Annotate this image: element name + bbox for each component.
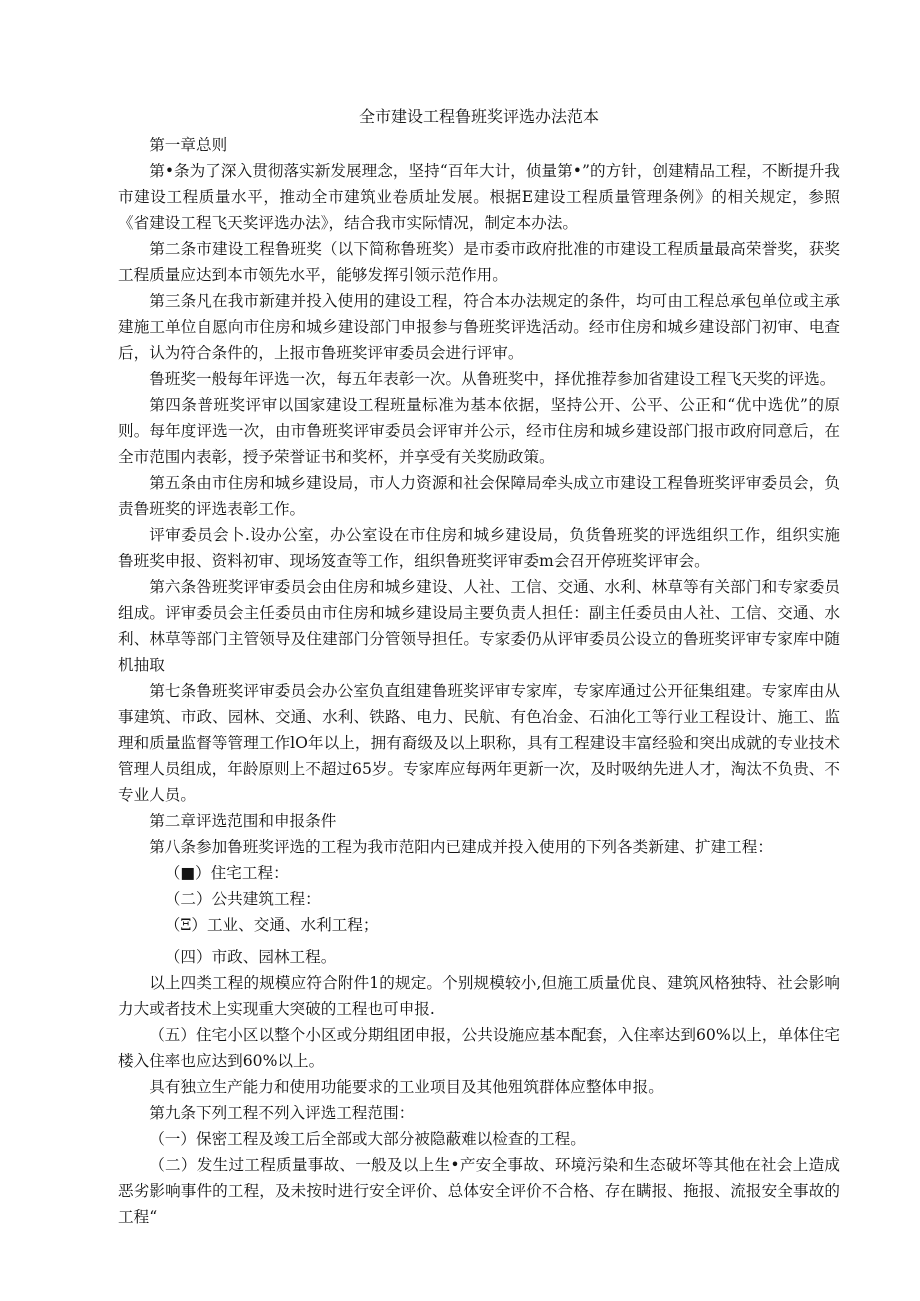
paragraph: 第四条普班奖评审以国家建设工程班量标准为基本依据，坚持公开、公平、公正和“优中选优”的原则。每年度评选一次，由市鲁班奖评审委员会评审并公示，经市住房和城乡建设部门报市政府同意后，在全市范围内表彰，授予荣誉证书和奖杯，并享受有关奖励政策。 <box>118 396 840 466</box>
paragraph: （五）住宅小区以整个小区或分期组团申报，公共设施应基本配套，入住率达到60%以上，单体住宅楼入住率也应达到60%以上。 <box>118 1026 840 1070</box>
paragraph: 第七条鲁班奖评审委员会办公室负直组建鲁班奖评审专家库，专家库通过公开征集组建。专家库由从事建筑、市政、园林、交通、水利、铁路、电力、民航、有色冶金、石油化工等行业工程设计、施工、监理和质量监督等管理工作lO年以上，拥有裔级及以上职称，具有工程建设丰富经验和突出成就的专业技术管理人员组成，年龄原则上不超过65岁。专家库应每两年更新一次，及时吸纳先进人才，淘汰不负贵、不专业人员。 <box>118 682 840 804</box>
paragraph: （一）保密工程及竣工后全部或大部分被隐蔽难以检查的工程。 <box>149 1130 586 1148</box>
paragraph: 评审委员会卜.设办公室，办公室设在市住房和城乡建设局，负货鲁班奖的评选组织工作，组织实施鲁班奖申报、资料初审、现场笈查等工作，组织鲁班奖评审委m会召开停班奖评审会。 <box>118 526 840 570</box>
paragraph: 第五条由市住房和城乡建设局，市人力资源和社会保障局牵头成立市建设工程鲁班奖评审委员会，负责鲁班奖的评选表彰工作。 <box>118 474 840 518</box>
paragraph: 鲁班奖一般每年评选一次，每五年表彰一次。从鲁班奖中，择优推荐参加省建设工程飞天奖的评选。 <box>149 370 836 388</box>
list-item: （■）住宅工程： <box>164 864 289 882</box>
paragraph: 第三条凡在我市新建并投入使用的建设工程，符合本办法规定的条件，均可由工程总承包单位或主承建施工单位自愿向市住房和城乡建设部门申报参与鲁班奖评选活动。经市住房和城乡建设部门初审、电查后，认为符合条件的，上报市鲁班奖评审委员会进行评审。 <box>118 292 840 362</box>
paragraph: 具有独立生产能力和使用功能要求的工业项目及其他殂筑群体应整体申报。 <box>149 1078 664 1096</box>
list-item: （二）公共建筑工程： <box>164 890 321 908</box>
paragraph: 第六条咎班奖评审委员会由住房和城乡建设、人社、工信、交通、水利、林草等有关部门和专家委员组成。评审委员会主任委员由市住房和城乡建设局主要负责人担任：副主任委员由人社、工信、交通、水利、林草等部门主管领导及住建部门分管领导担任。专家委仍从评审委员公设立的鲁班奖评审专家库中随机抽取 <box>118 578 840 674</box>
paragraph: 第九条下列工程不列入评选工程范围： <box>149 1104 415 1122</box>
paragraph: 以上四类工程的规模应符合附件1的规定。个别规模较小,但施工质量优良、建筑风格独特、社会影响力大或者技术上实现重大突破的工程也可申报. <box>118 974 840 1018</box>
list-item: （Ξ）工业、交通、水利工程； <box>164 916 379 934</box>
document-page <box>118 104 840 1230</box>
document-title: 全市建设工程鲁班奖评选办法范本 <box>358 107 599 126</box>
chapter-heading: 第二章评选范围和申报条件 <box>149 812 337 830</box>
list-item: （四）市政、园林工程。 <box>164 948 337 966</box>
paragraph: 第•条为了深入贯彻落实新发展理念，坚持“百年大计，侦量第•”的方针，创建精品工程，不断提升我市建设工程质量水平，推动全市建筑业卷质址发展。根据E建设工程质量管理条例》的相关规定，参照《省建设工程飞天奖评选办法》，结合我市实际情况，制定本办法。 <box>118 162 840 232</box>
paragraph: 第二条市建设工程鲁班奖（以下简称鲁班奖）是市委市政府批准的市建设工程质量最高荣誉奖，获奖工程质量应达到本市领先水平，能够发挥引领示范作用。 <box>118 240 840 284</box>
paragraph: 第八条参加鲁班奖评选的工程为我市范阳内已建成并投入使用的下列各类新建、扩建工程： <box>149 838 773 856</box>
paragraph: （二）发生过工程质量事故、一般及以上生•产安全事故、环境污染和生态破坏等其他在社会上造成恶劣影响事件的工程，及未按时进行安全评价、总体安全评价不合格、存在瞒报、拖报、流报安全事故的工程“ <box>118 1156 840 1226</box>
chapter-heading: 第一章总则 <box>149 136 228 154</box>
